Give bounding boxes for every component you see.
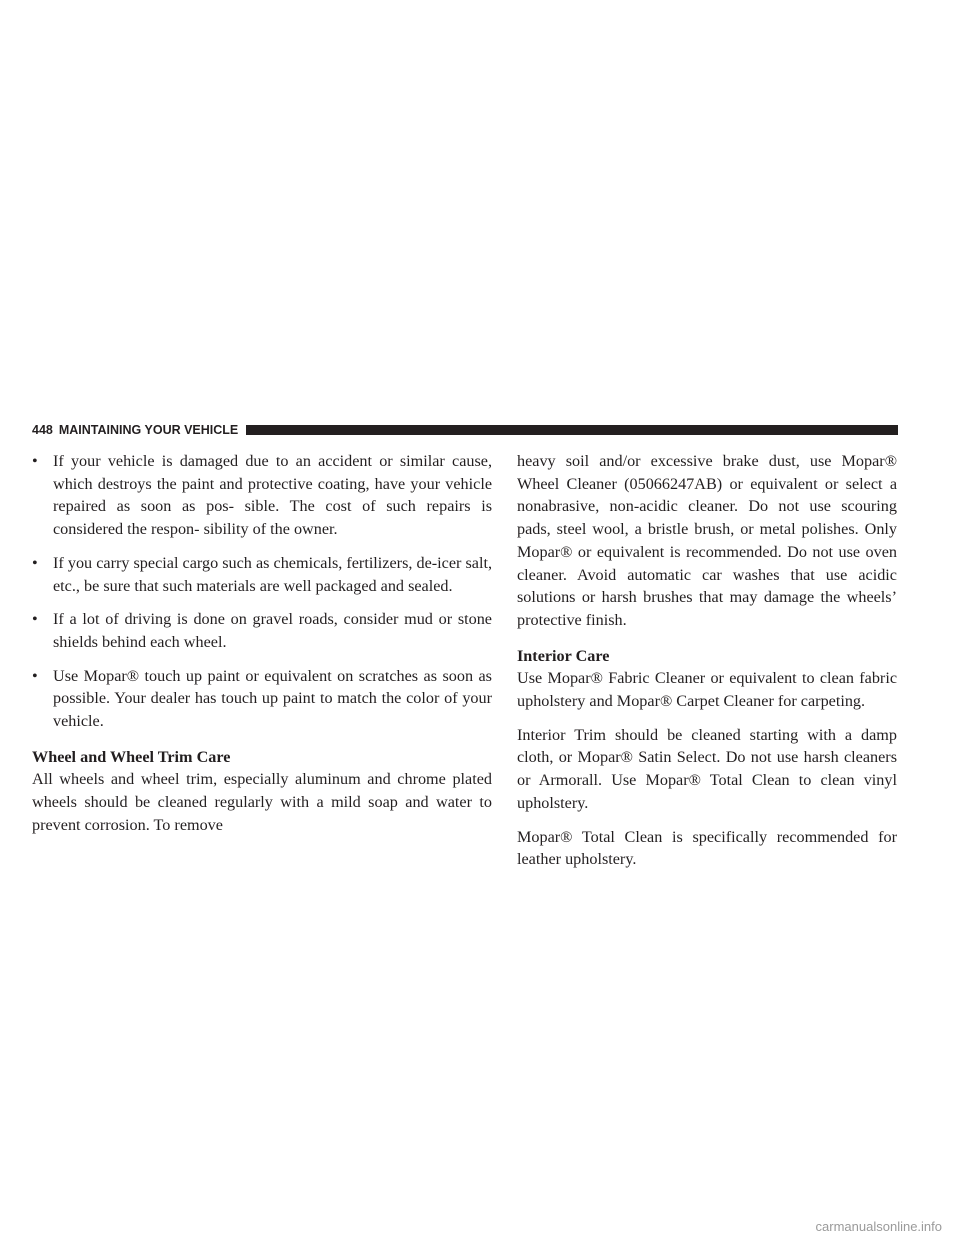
- bullet-text: If your vehicle is damaged due to an accident or similar cause, which destroys the paint and protective coating, have your vehicle repaired as soon as pos- sible. The cost of such repairs is considered the respon- sibility of the owner.: [53, 452, 492, 539]
- bullet-icon: •: [32, 553, 38, 572]
- page-header: [32, 423, 898, 437]
- bullet-text: If a lot of driving is done on gravel roads, consider mud or stone shields behind each wheel.: [53, 610, 492, 651]
- bullet-text: Use Mopar® touch up paint or equivalent on scratches as soon as possible. Your dealer has touch up paint to match the color of your vehicle.: [53, 666, 492, 731]
- bullet-item: [32, 608, 492, 653]
- wheel-care-heading: Wheel and Wheel Trim Care: [32, 747, 231, 766]
- bullet-icon: •: [32, 610, 38, 629]
- bullet-text: If you carry special cargo such as chemicals, fertilizers, de-icer salt, etc., be sure that such materials are well packaged and sealed.: [53, 553, 492, 595]
- bullet-icon: •: [32, 452, 38, 470]
- header-rule: [246, 425, 898, 435]
- right-column: [517, 450, 897, 882]
- watermark-logo: carmanualsonline.info: [815, 1219, 942, 1234]
- interior-care-paragraph-1: Use Mopar® Fabric Cleaner or equivalent to clean fabric upholstery and Mopar® Carpet Cleaner for carpeting.: [517, 669, 897, 711]
- bullet-item: [32, 665, 492, 733]
- bullet-item: [32, 450, 492, 541]
- bullet-icon: •: [32, 666, 38, 685]
- interior-care-heading: Interior Care: [517, 646, 610, 665]
- bullet-item: [32, 552, 492, 597]
- wheel-care-paragraph-continued: heavy soil and/or excessive brake dust, use Mopar® Wheel Cleaner (05066247AB) or equivalent or select a nonabrasive, non-acidic cleaner. Do not use scouring pads, steel wool, a bristle brush, or metal polishes. Only Mopar® or equivalent is recommended. Do not use oven cleaner. Avoid automatic car washes that use acidic solutions or harsh brushes that may damage the wheels’ protective finish.: [517, 452, 897, 629]
- page-number: 448: [32, 423, 53, 437]
- left-column: [32, 450, 492, 848]
- section-title: MAINTAINING YOUR VEHICLE: [58, 423, 239, 437]
- interior-care-paragraph-3: Mopar® Total Clean is specifically recommended for leather upholstery.: [517, 827, 897, 869]
- interior-care-paragraph-2: Interior Trim should be cleaned starting with a damp cloth, or Mopar® Satin Select. Do not use harsh cleaners or Armorall. Use Mopar® Total Clean to clean vinyl upholstery.: [517, 725, 897, 812]
- wheel-care-paragraph: All wheels and wheel trim, especially aluminum and chrome plated wheels should be cleaned regularly with a mild soap and water to prevent corrosion. To remove: [32, 770, 492, 834]
